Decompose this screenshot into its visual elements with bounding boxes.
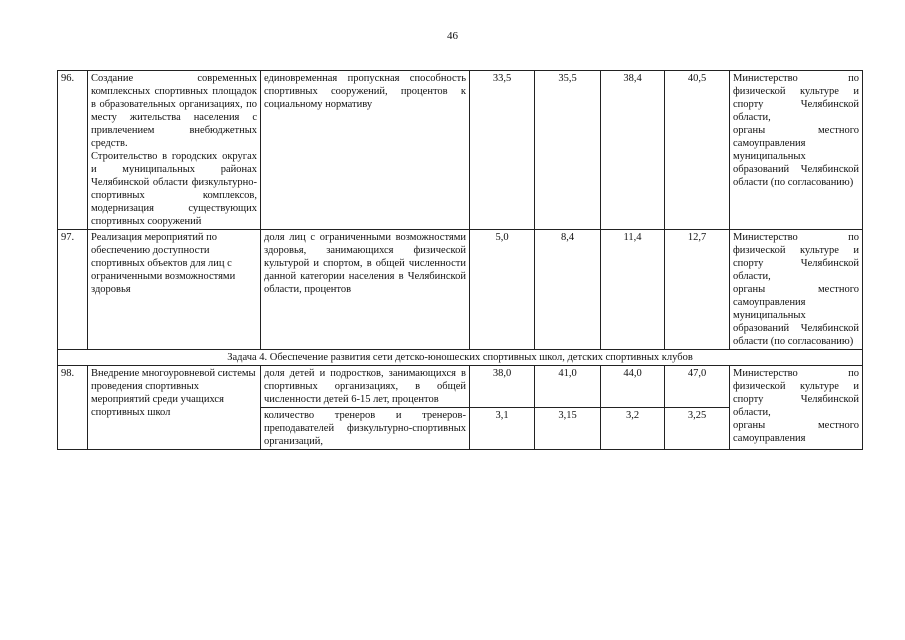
- executor-cell: Министерство по физической культуре и спорту Челябинской области, органы местного самоуправления муниципальных образований Челябинской области (по согласованию): [730, 71, 863, 230]
- value-cell: 40,5: [665, 71, 730, 230]
- executor-cell: Министерство по физической культуре и спорту Челябинской области, органы местного самоуправления муниципальных образований Челябинской области (по согласованию): [730, 230, 863, 350]
- row-number: 96.: [58, 71, 88, 230]
- indicator-cell: доля детей и подростков, занимающихся в спортивных организациях, в общей численности детей 6-15 лет, процентов: [261, 366, 470, 408]
- measure-cell: Внедрение многоуровневой системы проведения спортивных мероприятий среди учащихся спортивных школ: [88, 366, 261, 450]
- value-cell: 3,15: [535, 408, 601, 450]
- value-cell: 3,25: [665, 408, 730, 450]
- task-header: Задача 4. Обеспечение развития сети детско-юношеских спортивных школ, детских спортивных клубов: [58, 350, 863, 366]
- value-cell: 12,7: [665, 230, 730, 350]
- page-number: 46: [447, 30, 458, 42]
- row-number: 98.: [58, 366, 88, 450]
- value-cell: 35,5: [535, 71, 601, 230]
- value-cell: 44,0: [601, 366, 665, 408]
- value-cell: 3,2: [601, 408, 665, 450]
- indicator-cell: доля лиц с ограниченными возможностями здоровья, занимающихся физической культурой и спортом, в общей численности данной категории населения в Челябинской области, процентов: [261, 230, 470, 350]
- value-cell: 8,4: [535, 230, 601, 350]
- program-table: [57, 70, 863, 450]
- value-cell: 47,0: [665, 366, 730, 408]
- measure-cell: Создание современных комплексных спортивных площадок в образовательных организациях, по месту жительства населения с привлечением внебюджетных средств. Строительство в городских округах и муниципальных районах Челябинской области физкультурно-спортивных комплексов, модернизация существующих спортивных сооружений: [88, 71, 261, 230]
- table-row-96: [58, 71, 863, 230]
- value-cell: 38,4: [601, 71, 665, 230]
- value-cell: 33,5: [470, 71, 535, 230]
- value-cell: 41,0: [535, 366, 601, 408]
- table-row-98: [58, 366, 863, 408]
- executor-cell: Министерство по физической культуре и спорту Челябинской области, органы местного самоуправления: [730, 366, 863, 450]
- indicator-cell: единовременная пропускная способность спортивных сооружений, процентов к социальному нормативу: [261, 71, 470, 230]
- value-cell: 11,4: [601, 230, 665, 350]
- value-cell: 5,0: [470, 230, 535, 350]
- indicator-cell: количество тренеров и тренеров-преподавателей физкультурно-спортивных организаций,: [261, 408, 470, 450]
- row-number: 97.: [58, 230, 88, 350]
- measure-cell: Реализация мероприятий по обеспечению доступности спортивных объектов для лиц с ограниченными возможностями здоровья: [88, 230, 261, 350]
- table-row-97: [58, 230, 863, 350]
- task-header-row: [58, 350, 863, 366]
- value-cell: 3,1: [470, 408, 535, 450]
- value-cell: 38,0: [470, 366, 535, 408]
